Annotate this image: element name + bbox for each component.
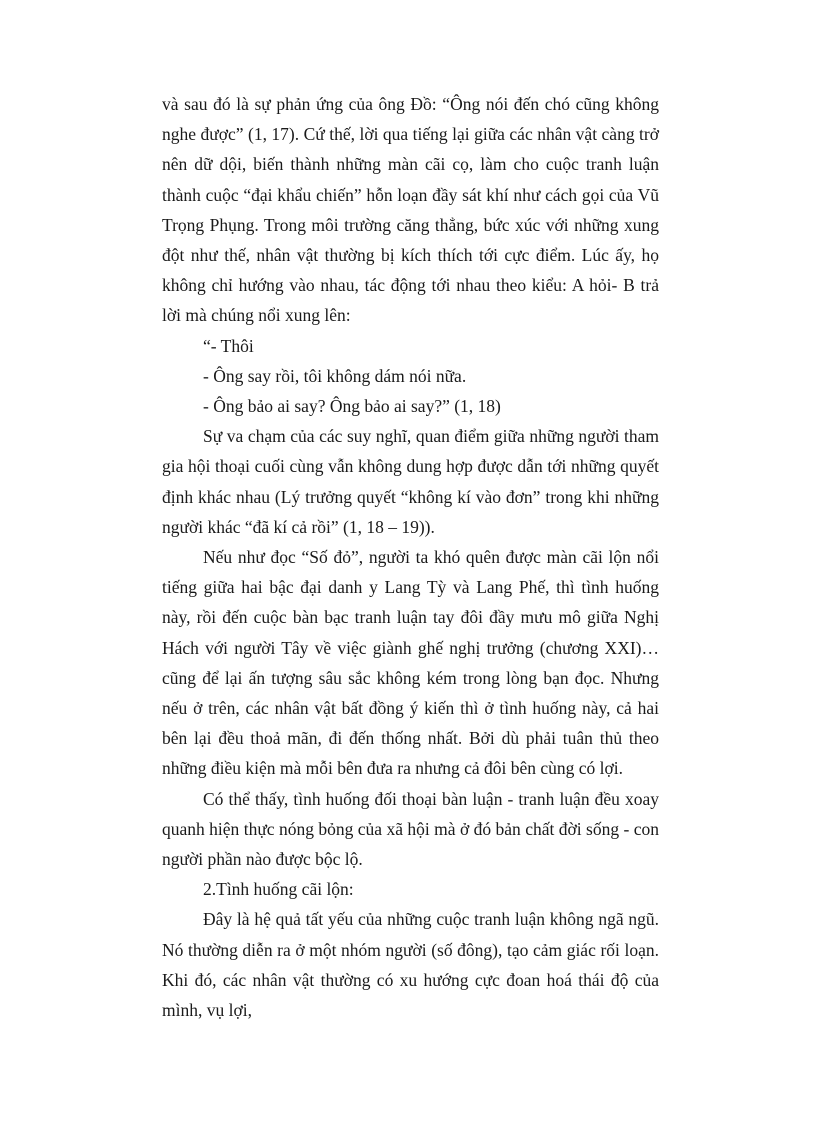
- paragraph-conclusion: Có thể thấy, tình huống đối thoại bàn luận - tranh luận đều xoay quanh hiện thực nóng bỏng của xã hội mà ở đó bản chất đời sống - con người phần nào được bộc lộ.: [162, 788, 659, 870]
- dialogue-line-1: “- Thôi: [203, 335, 254, 356]
- paragraph-collision: Sự va chạm của các suy nghĩ, quan điểm giữa những người tham gia hội thoại cuối cùng vẫn không dung hợp được dẫn tới những quyết định khác nhau (Lý trưởng quyết “không kí vào đơn” trong khi những người khác “đã kí cả rồi” (1, 18 – 19)).: [162, 426, 659, 537]
- document-page: [162, 89, 659, 1025]
- dialogue-line-2: - Ông say rồi, tôi không dám nói nữa.: [203, 365, 467, 386]
- paragraph-so-do: Nếu như đọc “Số đỏ”, người ta khó quên được màn cãi lộn nổi tiếng giữa hai bậc đại danh y Lang Tỳ và Lang Phế, thì tình huống này, rồi đến cuộc bàn bạc tranh luận tay đôi đầy mưu mô giữa Nghị Hách với người Tây về việc giành ghế nghị trưởng (chương XXI)… cũng để lại ấn tượng sâu sắc không kém trong lòng bạn đọc. Nhưng nếu ở trên, các nhân vật bất đồng ý kiến thì ở tình huống này, cả hai bên lại đều thoả mãn, đi đến thống nhất. Bởi dù phải tuân thủ theo những điều kiện mà mỗi bên đưa ra nhưng cả đôi bên cùng có lợi.: [162, 547, 659, 779]
- paragraph-section-2: Đây là hệ quả tất yếu của những cuộc tranh luận không ngã ngũ. Nó thường diễn ra ở một nhóm người (số đông), tạo cảm giác rối loạn. Khi đó, các nhân vật thường có xu hướng cực đoan hoá thái độ của mình, vụ lợi,: [162, 909, 659, 1021]
- dialogue-line-3: - Ông bảo ai say? Ông bảo ai say?” (1, 18): [203, 396, 501, 417]
- section-heading: 2.Tình huống cãi lộn:: [203, 879, 354, 900]
- paragraph-continued: và sau đó là sự phản ứng của ông Đồ: “Ông nói đến chó cũng không nghe được” (1, 17). Cứ thế, lời qua tiếng lại giữa các nhân vật càng trở nên dữ dội, biến thành những màn cãi cọ, làm cho cuộc tranh luận thành cuộc “đại khẩu chiến” hỗn loạn đầy sát khí như cách gọi của Vũ Trọng Phụng. Trong môi trường căng thẳng, bức xúc với những xung đột như thế, nhân vật thường bị kích thích tới cực điểm. Lúc ấy, họ không chỉ hướng vào nhau, tác động tới nhau theo kiểu: A hỏi- B trả lời mà chúng nổi xung lên:: [162, 94, 659, 326]
